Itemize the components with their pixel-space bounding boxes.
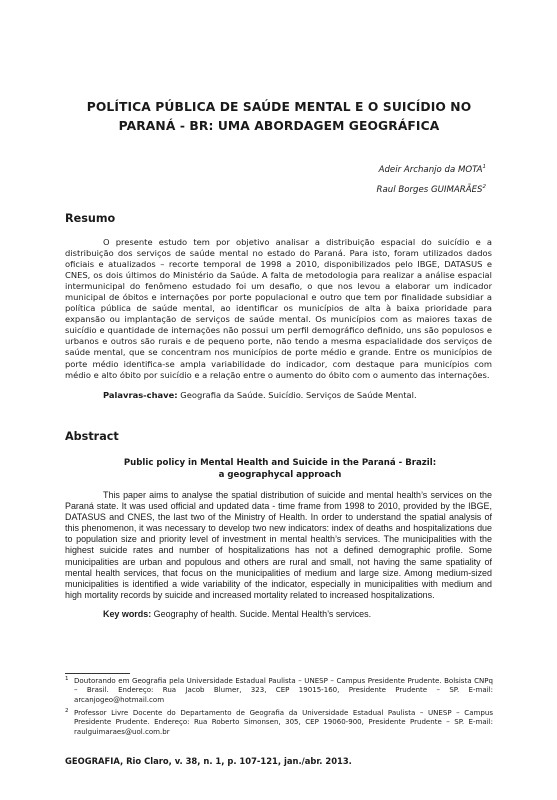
palavras-chave <box>103 390 417 400</box>
resumo-paragraph: O presente estudo tem por objetivo analisar a distribuição espacial do suicídio e a distribuição dos serviços de saúde mental no estado do Paraná. Para isto, foram utilizados dados oficiais e atualizados – recorte temporal de 1998 a 2010, disponibilizados pelo IBGE, DATASUS e CNES, os dois últimos do Ministério da Saúde. A falta de metodologia para realizar a análise espacial intermunicipal do fenômeno estudado foi um desafio, o que nos levou a elaborar um indicador municipal de óbitos e internações por porte populacional e outro que tem por finalidade subsidiar a política pública de saúde mental, ao identificar os municípios de alta à baixa prioridade para expansão ou implantação de serviços de saúde mental. Os municípios com as maiores taxas de suicídio e quantidade de internações não possui um perfil demográfico definido, uns são populosos e urbanos e outros são rurais e de pequeno porte, não tendo a mesma espacialidade dos serviços de saúde mental, que se concentram nos municípios de porte médio e grande. Entre os municípios de porte médio identifica-se ampla variabilidade do indicador, com destaque para municípios com médio e alto óbito por suicídio e a relação entre o aumento do óbito com o aumento das internações. <box>65 237 492 380</box>
footnote-number: 1 <box>65 676 69 682</box>
keywords-text: Geography of health. Sucide. Mental Health’s services. <box>153 609 372 619</box>
title-line-1: POLÍTICA PÚBLICA DE SAÚDE MENTAL E O SUICÍDIO NO <box>86 100 472 114</box>
footnote-text: Doutorando em Geografia pela Universidade Estadual Paulista – UNESP – Campus Presidente Prudente. Bolsista CNPq – Brasil. Endereço: Rua Jacob Blumer, 323, CEP 19015-160, Presidente Prudente – SP. E-mail: arcanjogeo@hotmail.com <box>74 676 493 704</box>
english-title <box>90 457 470 481</box>
abstract-heading: Abstract <box>65 430 119 443</box>
author-1 <box>377 159 486 179</box>
footnote-divider <box>65 673 130 674</box>
keywords-label: Palavras-chave: <box>103 390 178 400</box>
footnote-1 <box>65 676 493 704</box>
keywords-text: Geografia da Saúde. Suicídio. Serviços de Saúde Mental. <box>180 390 417 400</box>
footnote-2 <box>65 708 493 736</box>
author-2 <box>377 179 486 199</box>
author-list <box>377 159 486 199</box>
article-title <box>64 98 494 136</box>
author-name: Raul Borges GUIMARÃES <box>376 184 483 195</box>
english-title-line-1: Public policy in Mental Health and Suicide in the Paraná - Brazil: <box>123 458 437 468</box>
author-name: Adeir Archanjo da MOTA <box>378 164 483 175</box>
journal-citation: GEOGRAFIA, Rio Claro, v. 38, n. 1, p. 107-121, jan./abr. 2013. <box>65 756 352 766</box>
title-line-2: PARANÁ - BR: UMA ABORDAGEM GEOGRÁFICA <box>118 119 440 133</box>
english-title-line-2: a geographycal approach <box>218 470 342 480</box>
footnote-number: 2 <box>65 708 69 714</box>
footnote-mark: 1 <box>482 164 486 170</box>
keywords-label: Key words: <box>103 609 152 619</box>
footnote-mark: 2 <box>482 183 486 190</box>
resumo-heading: Resumo <box>65 212 116 225</box>
key-words <box>103 609 371 619</box>
footnote-text: Professor Livre Docente do Departamento de Geografia da Universidade Estadual Paulista – UNESP – Campus Presidente Prudente. Endereço: Rua Roberto Simonsen, 305, CEP 19060-900, Presidente Prudente – SP. E-mail: raulguimaraes@uol.com.br <box>74 708 493 736</box>
abstract-paragraph: This paper aims to analyse the spatial distribution of suicide and mental health’s services on the Paraná state. It was used official and updated data - time frame from 1998 to 2010, provided by the IBGE, DATASUS and CNES, the last two of the Ministry of Health. In order to understand the spatial analysis of this phenomenon, it was necessary to develop two new indicators: index of deaths and hospitalizations due to population size and priority level of investment in mental health’s services. The municipalities with the highest suicide rates and number of hospitalizations has not a defined demographic profile. Some municipalities are urban and populous and others are rural and small, not having the same spatiality of mental health services, that focus on the municipalities of medium and large size. Among medium-sized municipalities is identified a wide variability of the indicator, especially in municipalities with medium and high mortality records by suicide and increased mortality related to increased hospitalizations. <box>65 490 492 600</box>
